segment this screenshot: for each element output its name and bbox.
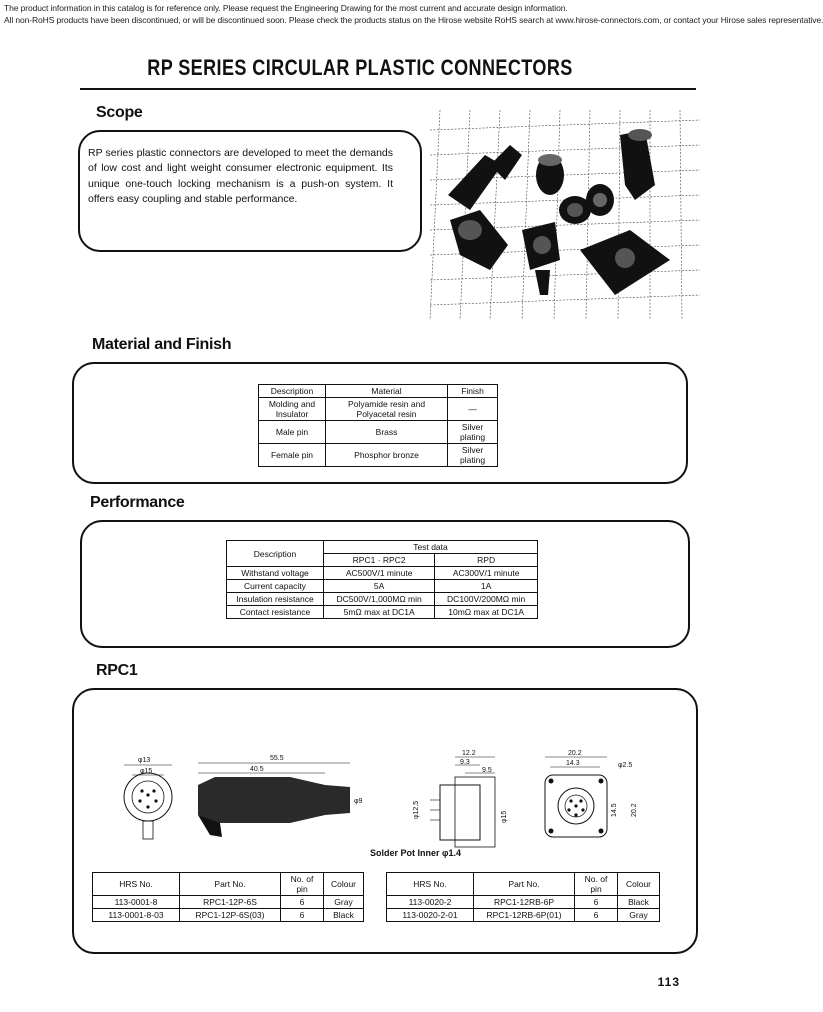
header-cell: Test data (324, 541, 538, 554)
dim-d122: 12.2 (462, 750, 476, 757)
table-cell: Black (618, 896, 660, 909)
header-cell: HRS No. (93, 873, 180, 896)
table-row (227, 593, 538, 606)
header-cell: Description (259, 385, 326, 398)
table-cell: Phosphor bronze (326, 444, 448, 467)
dim-d15: φ15 (140, 768, 153, 775)
notice-line-1: The product information in this catalog is for reference only. Please request the Engineering Drawing for the most current and accurate design information. (4, 3, 568, 13)
table-cell: — (448, 398, 498, 421)
table-cell: Polyamide resin and Polyacetal resin (326, 398, 448, 421)
dim-d55: 55.5 (270, 755, 284, 762)
scope-heading: Scope (96, 104, 143, 121)
dim-d405: 40.5 (250, 766, 264, 773)
table-row (93, 909, 364, 922)
table-cell: Female pin (259, 444, 326, 467)
plug-part-table (92, 872, 364, 922)
header-cell: Finish (448, 385, 498, 398)
page-title: RP SERIES CIRCULAR PLASTIC CONNECTORS (147, 55, 573, 80)
dim-d143: 14.3 (566, 760, 580, 767)
table-cell: 113-0020-2 (387, 896, 474, 909)
table-row (387, 896, 660, 909)
table-cell: RPC1-12RB-6P(01) (474, 909, 575, 922)
table-cell: Withstand voltage (227, 567, 324, 580)
table-row (227, 567, 538, 580)
table-cell: Molding and Insulator (259, 398, 326, 421)
rpc1-heading: RPC1 (96, 662, 138, 679)
dim-d25: φ2.5 (618, 762, 633, 769)
header-cell: No. of pin (281, 873, 324, 896)
notice-line-2: All non-RoHS products have been discontinued, or will be discontinued soon. Please check the products status on the Hirose website RoHS search at www.hirose-connectors.com, or contact your Hirose sales representative. (4, 15, 823, 25)
table-cell: DC500V/1,000MΩ min (324, 593, 435, 606)
plug-drawing (110, 745, 370, 860)
header-cell: HRS No. (387, 873, 474, 896)
table-cell: Insulation resistance (227, 593, 324, 606)
table-cell: AC500V/1 minute (324, 567, 435, 580)
table-cell: Contact resistance (227, 606, 324, 619)
solder-pot-note: Solder Pot Inner φ1.4 (370, 848, 461, 858)
dim-d125: φ12.5 (413, 800, 420, 819)
table-header-row (227, 541, 538, 554)
dim-d13: φ13 (138, 757, 151, 764)
receptacle-part-table (386, 872, 660, 922)
table-cell: Male pin (259, 421, 326, 444)
header-cell: Material (326, 385, 448, 398)
table-row (227, 606, 538, 619)
table-row (227, 580, 538, 593)
table-header-row (387, 873, 660, 896)
catalog-notice (4, 2, 823, 26)
header-cell: Colour (324, 873, 364, 896)
table-cell: 6 (575, 909, 618, 922)
header-cell: Description (227, 541, 324, 567)
table-cell: 6 (281, 896, 324, 909)
table-cell: AC300V/1 minute (435, 567, 538, 580)
scope-text: RP series plastic connectors are developed to meet the demands of low cost and light weight consumer electronic equipment. Its unique one-touch locking mechanism is a push-on system. It offers easy coupling and stable performance. (88, 147, 393, 205)
dim-d9: φ9 (354, 798, 363, 805)
table-row (93, 896, 364, 909)
table-cell: 113-0020-2-01 (387, 909, 474, 922)
table-cell: Silver plating (448, 444, 498, 467)
dim-d9-5: 9.5 (482, 767, 492, 774)
table-cell: Current capacity (227, 580, 324, 593)
table-cell: 6 (575, 896, 618, 909)
dim-d9-3: 9.3 (460, 759, 470, 766)
table-cell: RPC1-12P-6S (180, 896, 281, 909)
dim-d145: 14.5 (611, 803, 618, 817)
material-table (258, 384, 498, 467)
table-cell: RPC1-12RB-6P (474, 896, 575, 909)
table-cell: 1A (435, 580, 538, 593)
dim-d15b: φ15 (501, 810, 508, 823)
table-cell: 10mΩ max at DC1A (435, 606, 538, 619)
table-row (259, 398, 498, 421)
table-cell: Black (324, 909, 364, 922)
table-cell: 113-0001-8-03 (93, 909, 180, 922)
material-heading: Material and Finish (92, 336, 232, 353)
dim-d202a: 20.2 (568, 750, 582, 757)
table-cell: Silver plating (448, 421, 498, 444)
dim-d202b: 20.2 (631, 803, 638, 817)
table-cell: 5mΩ max at DC1A (324, 606, 435, 619)
header-cell: No. of pin (575, 873, 618, 896)
performance-table (226, 540, 538, 619)
table-header-row (93, 873, 364, 896)
title-rule (80, 88, 696, 90)
table-cell: 113-0001-8 (93, 896, 180, 909)
connector-photo (430, 110, 700, 320)
table-row (259, 444, 498, 467)
table-header-row (259, 385, 498, 398)
table-cell: 6 (281, 909, 324, 922)
table-row (387, 909, 660, 922)
header-cell: Part No. (474, 873, 575, 896)
table-cell: Gray (618, 909, 660, 922)
table-cell: RPC1-12P-6S(03) (180, 909, 281, 922)
table-cell: Brass (326, 421, 448, 444)
table-row (259, 421, 498, 444)
header-cell: RPC1 · RPC2 (324, 554, 435, 567)
table-cell: DC100V/200MΩ min (435, 593, 538, 606)
header-cell: Part No. (180, 873, 281, 896)
table-cell: 5A (324, 580, 435, 593)
header-cell: RPD (435, 554, 538, 567)
table-cell: Gray (324, 896, 364, 909)
receptacle-drawing (400, 745, 690, 860)
header-cell: Colour (618, 873, 660, 896)
page-number: 113 (657, 975, 680, 989)
performance-heading: Performance (90, 494, 185, 511)
